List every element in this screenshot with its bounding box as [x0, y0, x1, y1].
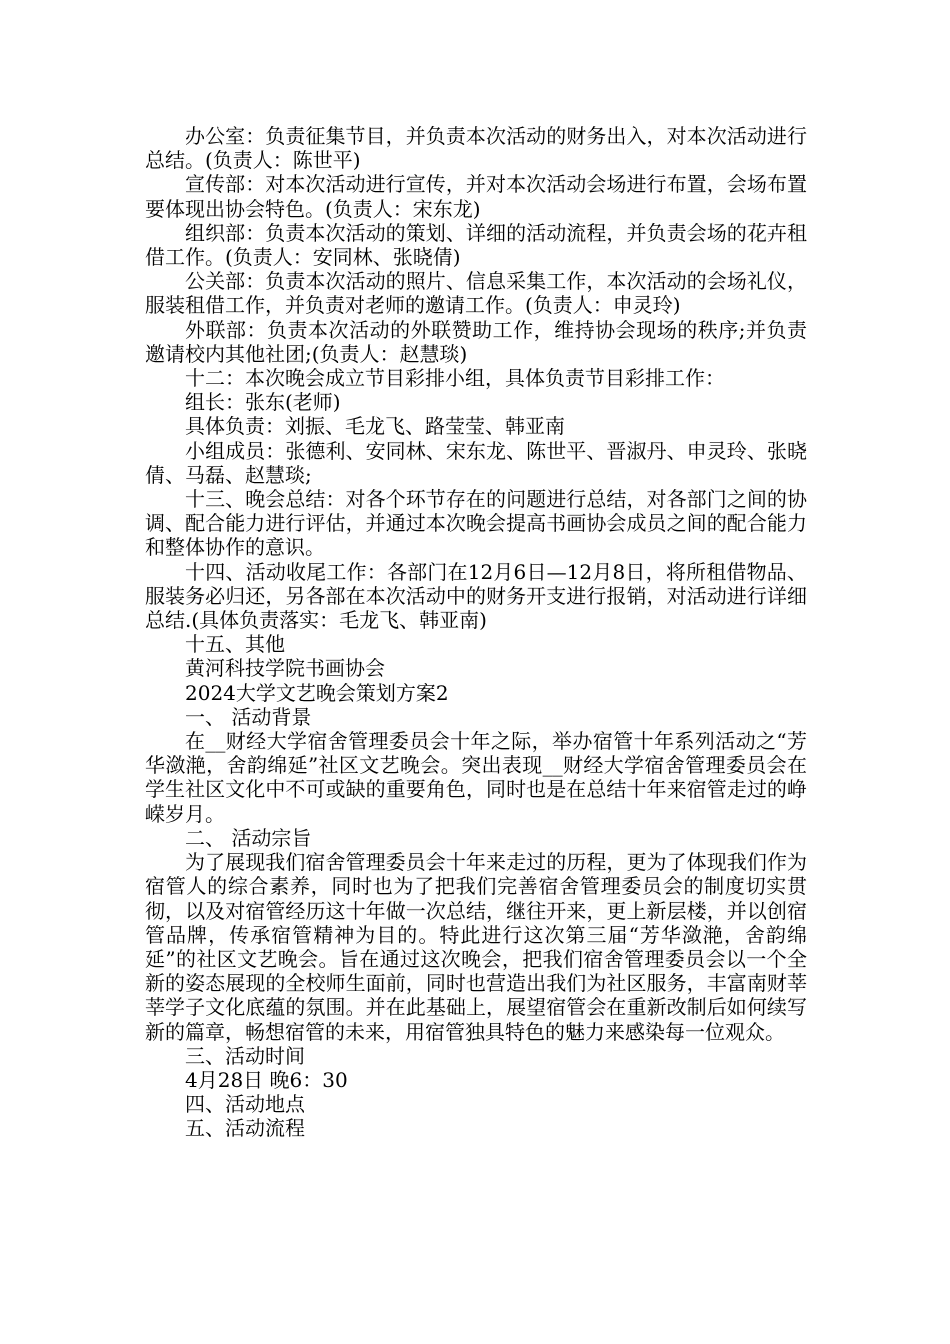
- paragraph-office: 办公室：负责征集节目，并负责本次活动的财务出入，对本次活动进行总结。(负责人：陈世平): [145, 124, 807, 173]
- paragraph-public-relations: 公关部：负责本次活动的照片、信息采集工作，本次活动的会场礼仪，服装租借工作，并负责对老师的邀请工作。(负责人：申灵玲): [145, 269, 807, 318]
- heading-purpose: 二、 活动宗旨: [185, 825, 312, 850]
- heading-location: 四、活动地点: [185, 1092, 305, 1117]
- document-body: [145, 124, 807, 1141]
- paragraph-plan-title: 2024大学文艺晚会策划方案2: [185, 680, 449, 705]
- paragraph-publicity: 宣传部：对本次活动进行宣传，并对本次活动会场进行布置，会场布置要体现出协会特色。(负责人：宋东龙): [145, 172, 807, 221]
- paragraph-background: 在__财经大学宿舍管理委员会十年之际，举办宿管十年系列活动之“芳华潋滟，舍韵绵延”社区文艺晚会。突出表现__财经大学宿舍管理委员会在学生社区文化中不可或缺的重要角色，同时也是在总结十年来宿管走过的峥嵘岁月。: [145, 729, 807, 826]
- paragraph-external-liaison: 外联部：负责本次活动的外联赞助工作，维持协会现场的秩序;并负责邀请校内其他社团;(负责人：赵慧琰): [145, 317, 807, 366]
- paragraph-wrap-up: 十四、活动收尾工作：各部门在12月6日—12月8日，将所租借物品、服装务必归还，另各部在本次活动中的财务开支进行报销，对活动进行详细总结.(具体负责落实：毛龙飞、韩亚南): [145, 559, 807, 633]
- paragraph-association: 黄河科技学院书画协会: [185, 656, 385, 681]
- paragraph-others: 十五、其他: [185, 632, 285, 657]
- paragraph-summary: 十三、晚会总结：对各个环节存在的问题进行总结，对各部门之间的协调、配合能力进行评估，并通过本次晚会提高书画协会成员之间的配合能力和整体协作的意识。: [145, 487, 807, 560]
- paragraph-rehearsal-group: 十二：本次晚会成立节目彩排小组，具体负责节目彩排工作：: [185, 366, 725, 391]
- paragraph-time: 4月28日 晚6：30: [185, 1067, 348, 1092]
- paragraph-organization: 组织部：负责本次活动的策划、详细的活动流程，并负责会场的花卉租借工作。(负责人：安同林、张晓倩): [145, 220, 807, 270]
- paragraph-group-members: 小组成员：张德利、安同林、宋东龙、陈世平、晋淑丹、申灵玲、张晓倩、马磊、赵慧琰;: [145, 438, 807, 487]
- paragraph-responsible: 具体负责：刘振、毛龙飞、路莹莹、韩亚南: [185, 414, 565, 439]
- heading-process: 五、活动流程: [185, 1116, 305, 1141]
- paragraph-purpose: 为了展现我们宿舍管理委员会十年来走过的历程，更为了体现我们作为宿管人的综合素养，同时也为了把我们完善宿舍管理委员会的制度切实贯彻，以及对宿管经历这十年做一次总结，继往开来，更上新层楼，并以创宿管品牌，传承宿管精神为目的。特此进行这次第三届“芳华潋滟，舍韵绵延”的社区文艺晚会。旨在通过这次晚会，把我们宿舍管理委员会以一个全新的姿态展现的全校师生面前，同时也营造出我们为社区服务，丰富南财莘莘学子文化底蕴的氛围。并在此基础上，展望宿管会在重新改制后如何续写新的篇章，畅想宿管的未来，用宿管独具特色的魅力来感染每一位观众。: [145, 850, 807, 1044]
- paragraph-group-leader: 组长：张东(老师): [185, 390, 341, 415]
- heading-background: 一、 活动背景: [185, 704, 312, 729]
- heading-time: 三、活动时间: [185, 1043, 305, 1068]
